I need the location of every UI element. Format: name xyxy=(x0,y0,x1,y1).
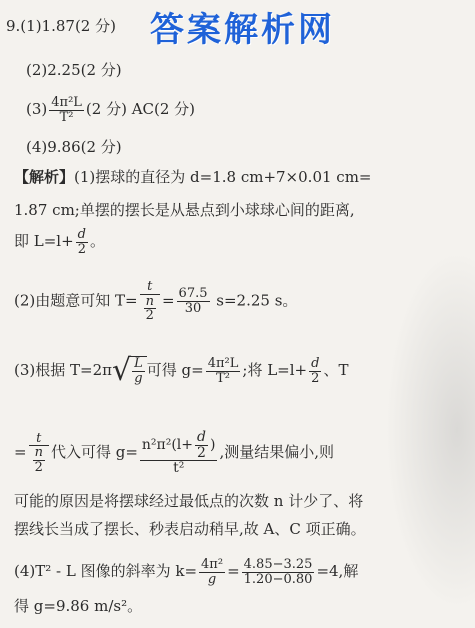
p6-f1-num: 4π² xyxy=(201,557,224,572)
analysis-p3 xyxy=(14,353,349,388)
p2-f1-den xyxy=(140,295,160,323)
analysis-p1-line2: 1.87 cm;单摆的摆长是从悬点到小球球心间的距离, xyxy=(14,201,355,219)
p4-f1-den-fraction xyxy=(33,446,45,474)
p3-mid: 可得 g= xyxy=(146,361,204,379)
answer-3 xyxy=(26,96,195,124)
analysis-p1-line1 xyxy=(14,167,372,187)
p4-f1-den xyxy=(29,446,49,474)
p4-f1-den-den: 2 xyxy=(34,459,43,475)
p6-post: =4,解 xyxy=(316,562,359,581)
p3-f2-num: d xyxy=(311,355,320,371)
p4-big-num-fraction xyxy=(195,430,208,460)
p4-big-den: t² xyxy=(173,460,185,477)
p3-f-num: 4π²L xyxy=(207,355,239,371)
p1-line3-den: 2 xyxy=(77,241,86,257)
p6-f2-den: 1.20−0.80 xyxy=(243,571,313,587)
p4-mid: 代入可得 g= xyxy=(50,443,138,462)
p4-big-num-pre: n²π²(l+ xyxy=(141,437,194,454)
p3-sqrt-under xyxy=(128,356,147,385)
p2-post: s=2.25 s。 xyxy=(211,291,298,310)
analysis-p2 xyxy=(14,280,297,323)
p4-post: ,测量结果偏小,则 xyxy=(219,443,335,462)
analysis-p1-text1: (1)摆球的直径为 d=1.8 cm+7×0.01 cm= xyxy=(74,168,372,186)
analysis-p7: 得 g=9.86 m/s²。 xyxy=(14,597,143,615)
p2-fraction-2 xyxy=(177,287,210,315)
p1-line3-post: 。 xyxy=(90,232,106,251)
p3-f2-den: 2 xyxy=(311,370,320,386)
answer-2: (2)2.25(2 分) xyxy=(26,61,122,79)
p1-line3-num: d xyxy=(77,227,86,242)
p4-pre: = xyxy=(14,443,27,462)
p1-line3-pre: 即 L=l+ xyxy=(14,232,74,251)
p4-big-num-f-num: d xyxy=(197,429,206,445)
p3-mid2: ;将 L=l+ xyxy=(242,361,308,379)
p2-f2-den: 30 xyxy=(184,300,202,316)
p3-sqrt xyxy=(112,353,147,388)
p3-fraction xyxy=(206,357,241,385)
p3-sqrt-num: L xyxy=(134,356,143,372)
p6-f2-num: 4.85−3.25 xyxy=(243,557,313,572)
watermark: 答案解析网 xyxy=(150,10,335,50)
p2-f2-num: 67.5 xyxy=(178,286,208,302)
answer-3-num: 4π²L xyxy=(51,95,82,110)
analysis-p6 xyxy=(14,558,358,586)
p3-sqrt-den: g xyxy=(134,371,143,386)
p6-fraction-2 xyxy=(242,558,315,586)
analysis-p4 xyxy=(14,430,334,476)
p4-big-num-post: ) xyxy=(210,437,216,454)
p3-pre: (3)根据 T=2π xyxy=(14,361,112,379)
p6-eq: = xyxy=(227,562,240,581)
p2-f1-den-den: 2 xyxy=(145,308,154,324)
p2-eq: = xyxy=(161,291,175,310)
p3-sqrt-fraction xyxy=(132,357,145,385)
p2-pre: (2)由题意可知 T= xyxy=(14,291,138,310)
p1-line3-fraction xyxy=(76,228,88,256)
p3-f-den: T² xyxy=(216,370,230,386)
page-shadow xyxy=(385,250,475,610)
p2-f1-den-fraction xyxy=(144,295,156,323)
answer-3-suffix: (2 分) AC(2 分) xyxy=(85,100,196,119)
p2-fraction-1 xyxy=(140,280,160,323)
p4-f1-num: t xyxy=(29,432,49,447)
p6-f1-den: g xyxy=(207,571,217,587)
p2-f1-den-num: n xyxy=(145,293,154,309)
answer-4: (4)9.86(2 分) xyxy=(26,138,122,156)
analysis-label: 【解析】 xyxy=(14,168,75,186)
p4-fraction-1 xyxy=(29,432,49,475)
analysis-p5-line1: 可能的原因是将摆球经过最低点的次数 n 计少了、将 xyxy=(14,492,364,510)
answer-1: 9.(1)1.87(2 分) xyxy=(6,17,116,35)
sqrt-icon: √ xyxy=(112,353,132,388)
p3-fraction-2 xyxy=(309,357,321,385)
p4-f1-den-num: n xyxy=(34,445,43,461)
analysis-p5-line2: 摆线长当成了摆长、秒表启动稍早,故 A、C 项正确。 xyxy=(14,520,366,538)
p4-big-num-f-den: 2 xyxy=(197,444,206,461)
analysis-p1-line3 xyxy=(14,228,105,256)
p4-big-num xyxy=(140,430,218,461)
p2-f1-num: t xyxy=(140,280,160,295)
answer-3-den: T² xyxy=(59,109,74,125)
p3-end: 、T xyxy=(323,361,349,379)
p4-big-fraction xyxy=(140,430,218,476)
p6-fraction-1 xyxy=(199,558,225,586)
answer-3-prefix: (3) xyxy=(26,100,48,119)
p6-pre: (4)T² - L 图像的斜率为 k= xyxy=(14,562,198,581)
answer-3-fraction xyxy=(49,96,84,124)
